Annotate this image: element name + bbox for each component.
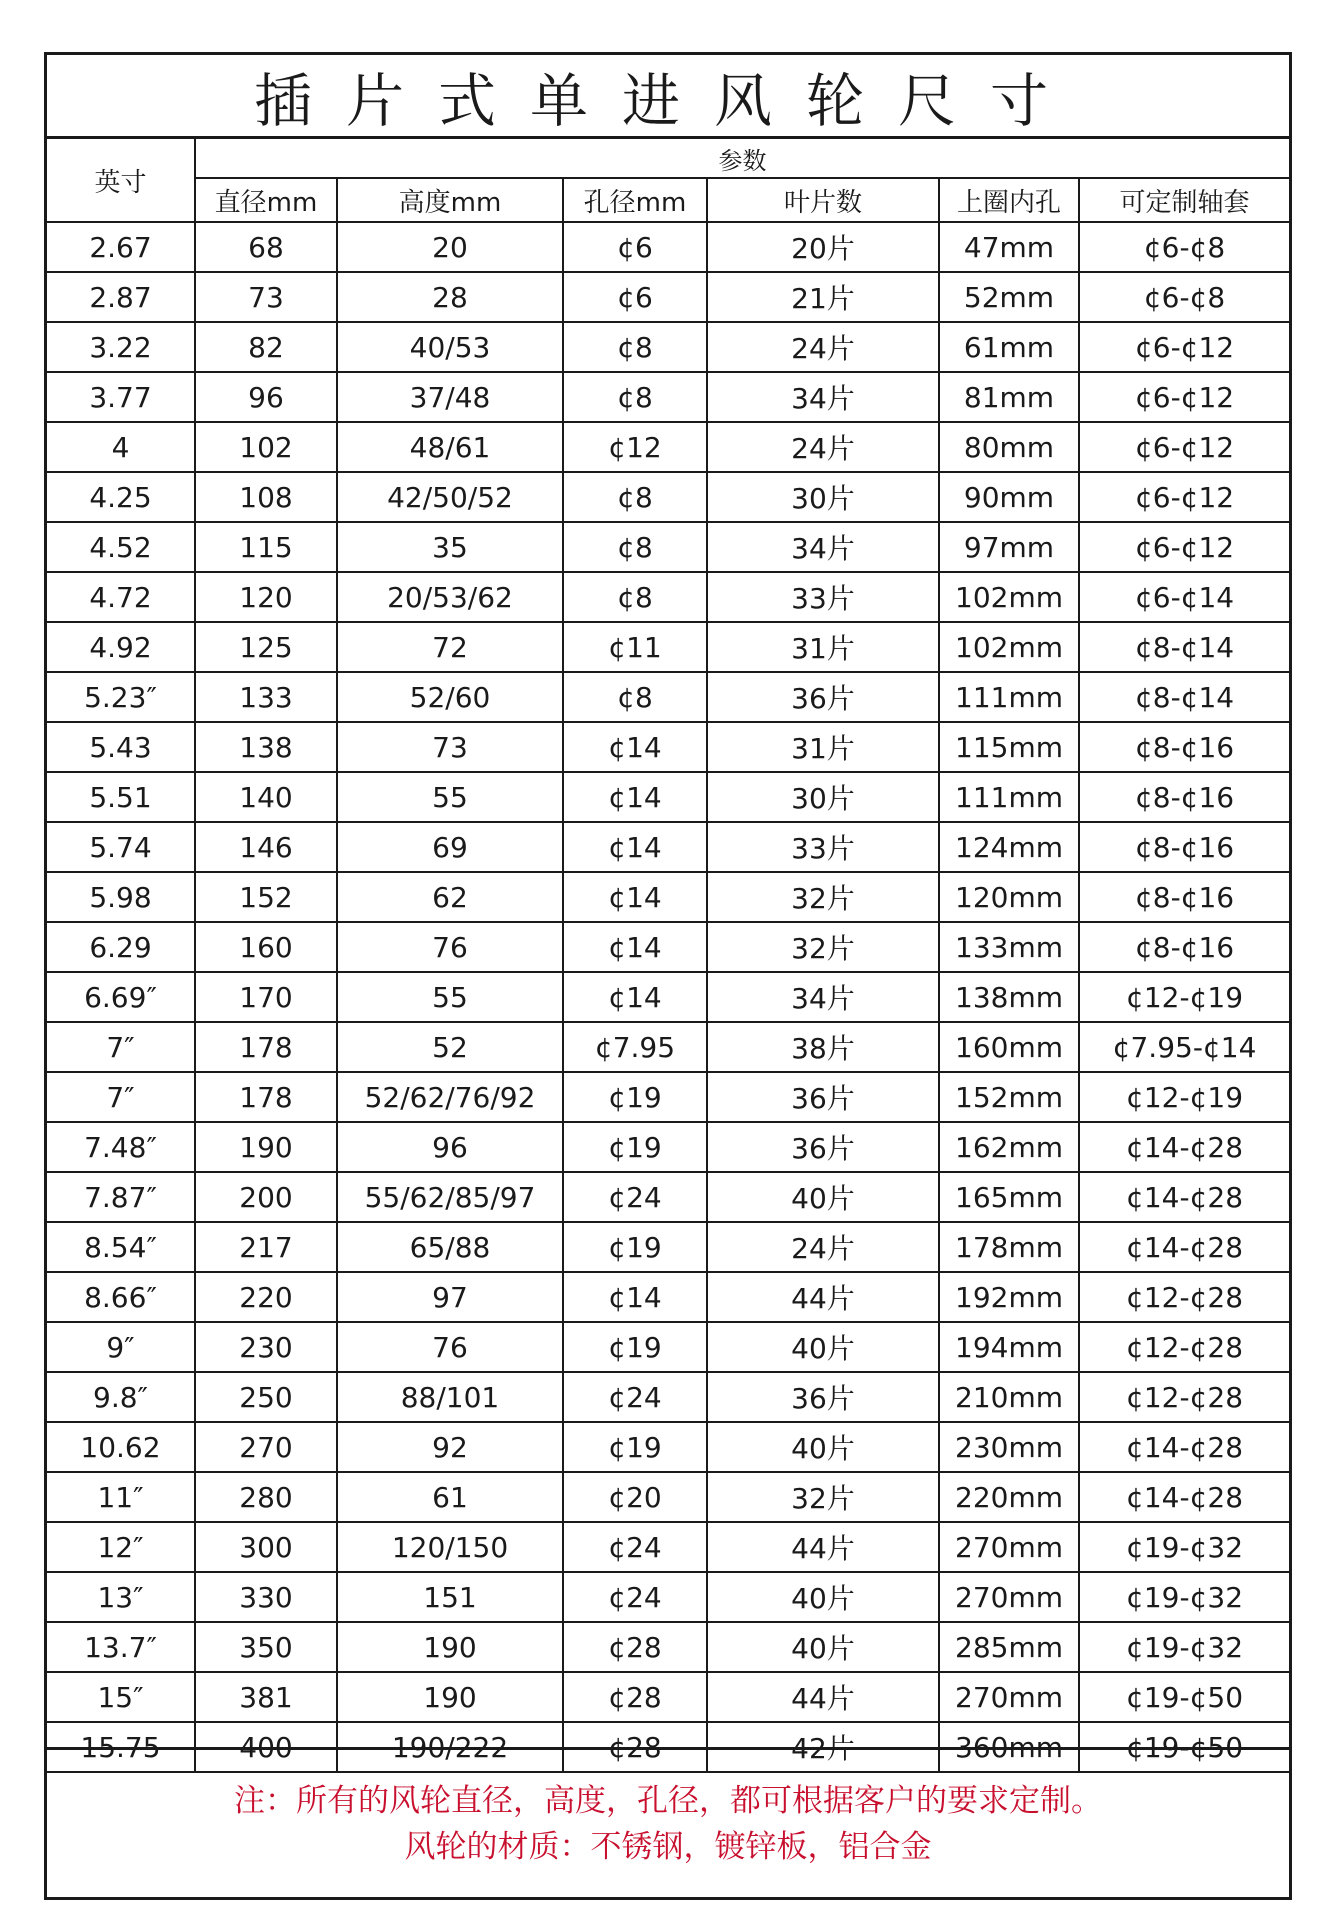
cell-custom-sleeve: ¢8-¢16 bbox=[1079, 722, 1289, 772]
cell-blade-count: 24片 bbox=[707, 322, 939, 372]
cell-blade-count: 44片 bbox=[707, 1522, 939, 1572]
cell-ring-inner-hole: 162mm bbox=[939, 1122, 1079, 1172]
header-blade-count: 叶片数 bbox=[707, 178, 939, 222]
table-row bbox=[47, 1372, 1289, 1422]
cell-diameter: 115 bbox=[195, 522, 337, 572]
cell-ring-inner-hole: 80mm bbox=[939, 422, 1079, 472]
cell-ring-inner-hole: 61mm bbox=[939, 322, 1079, 372]
cell-ring-inner-hole: 120mm bbox=[939, 872, 1079, 922]
cell-diameter: 230 bbox=[195, 1322, 337, 1372]
cell-ring-inner-hole: 111mm bbox=[939, 772, 1079, 822]
cell-bore: ¢24 bbox=[563, 1572, 707, 1622]
cell-blade-count: 30片 bbox=[707, 772, 939, 822]
header-diameter: 直径mm bbox=[195, 178, 337, 222]
cell-blade-count: 24片 bbox=[707, 422, 939, 472]
cell-height: 92 bbox=[337, 1422, 563, 1472]
table-row bbox=[47, 1572, 1289, 1622]
table-row bbox=[47, 1222, 1289, 1272]
cell-diameter: 250 bbox=[195, 1372, 337, 1422]
cell-custom-sleeve: ¢12-¢28 bbox=[1079, 1372, 1289, 1422]
cell-blade-count: 36片 bbox=[707, 1372, 939, 1422]
cell-diameter: 160 bbox=[195, 922, 337, 972]
cell-ring-inner-hole: 115mm bbox=[939, 722, 1079, 772]
cell-blade-count: 33片 bbox=[707, 822, 939, 872]
cell-blade-count: 38片 bbox=[707, 1022, 939, 1072]
cell-diameter: 152 bbox=[195, 872, 337, 922]
cell-bore: ¢24 bbox=[563, 1172, 707, 1222]
cell-custom-sleeve: ¢12-¢19 bbox=[1079, 1072, 1289, 1122]
table-row bbox=[47, 322, 1289, 372]
cell-height: 76 bbox=[337, 922, 563, 972]
cell-blade-count: 36片 bbox=[707, 1072, 939, 1122]
cell-height: 62 bbox=[337, 872, 563, 922]
cell-diameter: 140 bbox=[195, 772, 337, 822]
cell-ring-inner-hole: 52mm bbox=[939, 272, 1079, 322]
cell-blade-count: 20片 bbox=[707, 222, 939, 272]
cell-custom-sleeve: ¢6-¢12 bbox=[1079, 522, 1289, 572]
cell-ring-inner-hole: 102mm bbox=[939, 572, 1079, 622]
cell-bore: ¢28 bbox=[563, 1672, 707, 1722]
table-row bbox=[47, 1022, 1289, 1072]
cell-diameter: 200 bbox=[195, 1172, 337, 1222]
cell-bore: ¢24 bbox=[563, 1522, 707, 1572]
cell-height: 96 bbox=[337, 1122, 563, 1172]
cell-inch: 4.25 bbox=[47, 472, 195, 522]
cell-ring-inner-hole: 90mm bbox=[939, 472, 1079, 522]
cell-custom-sleeve: ¢14-¢28 bbox=[1079, 1172, 1289, 1222]
table-row bbox=[47, 272, 1289, 322]
cell-diameter: 300 bbox=[195, 1522, 337, 1572]
cell-blade-count: 36片 bbox=[707, 672, 939, 722]
cell-blade-count: 34片 bbox=[707, 972, 939, 1022]
cell-inch: 5.74 bbox=[47, 822, 195, 872]
cell-diameter: 220 bbox=[195, 1272, 337, 1322]
spec-sheet bbox=[44, 52, 1292, 1900]
cell-inch: 6.69″ bbox=[47, 972, 195, 1022]
cell-diameter: 102 bbox=[195, 422, 337, 472]
cell-diameter: 108 bbox=[195, 472, 337, 522]
cell-bore: ¢14 bbox=[563, 772, 707, 822]
cell-inch: 4.92 bbox=[47, 622, 195, 672]
cell-bore: ¢24 bbox=[563, 1372, 707, 1422]
table-row bbox=[47, 422, 1289, 472]
cell-height: 69 bbox=[337, 822, 563, 872]
cell-custom-sleeve: ¢6-¢8 bbox=[1079, 272, 1289, 322]
cell-blade-count: 40片 bbox=[707, 1172, 939, 1222]
cell-blade-count: 32片 bbox=[707, 1472, 939, 1522]
cell-inch: 9.8″ bbox=[47, 1372, 195, 1422]
table-row bbox=[47, 822, 1289, 872]
cell-custom-sleeve: ¢7.95-¢14 bbox=[1079, 1022, 1289, 1072]
cell-diameter: 400 bbox=[195, 1722, 337, 1772]
cell-blade-count: 44片 bbox=[707, 1272, 939, 1322]
cell-custom-sleeve: ¢19-¢50 bbox=[1079, 1722, 1289, 1772]
cell-height: 48/61 bbox=[337, 422, 563, 472]
cell-custom-sleeve: ¢6-¢12 bbox=[1079, 372, 1289, 422]
table-row bbox=[47, 1072, 1289, 1122]
cell-custom-sleeve: ¢12-¢19 bbox=[1079, 972, 1289, 1022]
cell-ring-inner-hole: 285mm bbox=[939, 1622, 1079, 1672]
cell-ring-inner-hole: 165mm bbox=[939, 1172, 1079, 1222]
note-line-2: 风轮的材质：不锈钢，镀锌板，铝合金 bbox=[404, 1828, 932, 1865]
cell-blade-count: 33片 bbox=[707, 572, 939, 622]
cell-inch: 7″ bbox=[47, 1022, 195, 1072]
cell-custom-sleeve: ¢14-¢28 bbox=[1079, 1122, 1289, 1172]
cell-bore: ¢6 bbox=[563, 272, 707, 322]
cell-bore: ¢28 bbox=[563, 1722, 707, 1772]
cell-diameter: 125 bbox=[195, 622, 337, 672]
cell-custom-sleeve: ¢8-¢16 bbox=[1079, 872, 1289, 922]
cell-height: 88/101 bbox=[337, 1372, 563, 1422]
table-row bbox=[47, 572, 1289, 622]
cell-custom-sleeve: ¢6-¢12 bbox=[1079, 472, 1289, 522]
cell-inch: 2.87 bbox=[47, 272, 195, 322]
table-row bbox=[47, 222, 1289, 272]
cell-ring-inner-hole: 192mm bbox=[939, 1272, 1079, 1322]
cell-height: 42/50/52 bbox=[337, 472, 563, 522]
cell-inch: 12″ bbox=[47, 1522, 195, 1572]
cell-bore: ¢14 bbox=[563, 872, 707, 922]
cell-diameter: 381 bbox=[195, 1672, 337, 1722]
cell-ring-inner-hole: 194mm bbox=[939, 1322, 1079, 1372]
note-box bbox=[47, 1747, 1289, 1897]
cell-inch: 10.62 bbox=[47, 1422, 195, 1472]
cell-custom-sleeve: ¢6-¢12 bbox=[1079, 422, 1289, 472]
table-body bbox=[47, 222, 1289, 1772]
cell-height: 52/60 bbox=[337, 672, 563, 722]
cell-blade-count: 44片 bbox=[707, 1672, 939, 1722]
cell-custom-sleeve: ¢8-¢14 bbox=[1079, 622, 1289, 672]
cell-bore: ¢7.95 bbox=[563, 1022, 707, 1072]
cell-inch: 4.72 bbox=[47, 572, 195, 622]
cell-inch: 13″ bbox=[47, 1572, 195, 1622]
cell-inch: 3.22 bbox=[47, 322, 195, 372]
cell-bore: ¢8 bbox=[563, 672, 707, 722]
cell-ring-inner-hole: 81mm bbox=[939, 372, 1079, 422]
cell-inch: 6.29 bbox=[47, 922, 195, 972]
cell-inch: 8.54″ bbox=[47, 1222, 195, 1272]
cell-diameter: 350 bbox=[195, 1622, 337, 1672]
cell-bore: ¢19 bbox=[563, 1222, 707, 1272]
cell-custom-sleeve: ¢8-¢14 bbox=[1079, 672, 1289, 722]
cell-height: 76 bbox=[337, 1322, 563, 1372]
table-row bbox=[47, 472, 1289, 522]
cell-custom-sleeve: ¢12-¢28 bbox=[1079, 1272, 1289, 1322]
cell-diameter: 133 bbox=[195, 672, 337, 722]
cell-height: 73 bbox=[337, 722, 563, 772]
table-row bbox=[47, 722, 1289, 772]
cell-height: 35 bbox=[337, 522, 563, 572]
cell-height: 55/62/85/97 bbox=[337, 1172, 563, 1222]
cell-ring-inner-hole: 124mm bbox=[939, 822, 1079, 872]
cell-inch: 5.98 bbox=[47, 872, 195, 922]
cell-custom-sleeve: ¢14-¢28 bbox=[1079, 1222, 1289, 1272]
table-row bbox=[47, 1672, 1289, 1722]
table-row bbox=[47, 1422, 1289, 1472]
cell-blade-count: 40片 bbox=[707, 1322, 939, 1372]
table-row bbox=[47, 1472, 1289, 1522]
cell-custom-sleeve: ¢8-¢16 bbox=[1079, 772, 1289, 822]
cell-custom-sleeve: ¢8-¢16 bbox=[1079, 922, 1289, 972]
cell-custom-sleeve: ¢12-¢28 bbox=[1079, 1322, 1289, 1372]
cell-diameter: 330 bbox=[195, 1572, 337, 1622]
cell-height: 61 bbox=[337, 1472, 563, 1522]
cell-bore: ¢8 bbox=[563, 322, 707, 372]
cell-height: 190 bbox=[337, 1622, 563, 1672]
note-line-1: 注：所有的风轮直径，高度，孔径，都可根据客户的要求定制。 bbox=[234, 1782, 1102, 1819]
cell-diameter: 217 bbox=[195, 1222, 337, 1272]
cell-custom-sleeve: ¢6-¢14 bbox=[1079, 572, 1289, 622]
cell-diameter: 138 bbox=[195, 722, 337, 772]
cell-blade-count: 30片 bbox=[707, 472, 939, 522]
cell-ring-inner-hole: 133mm bbox=[939, 922, 1079, 972]
cell-diameter: 120 bbox=[195, 572, 337, 622]
cell-inch: 7.48″ bbox=[47, 1122, 195, 1172]
cell-ring-inner-hole: 111mm bbox=[939, 672, 1079, 722]
cell-diameter: 280 bbox=[195, 1472, 337, 1522]
cell-inch: 7.87″ bbox=[47, 1172, 195, 1222]
cell-bore: ¢8 bbox=[563, 472, 707, 522]
cell-height: 28 bbox=[337, 272, 563, 322]
cell-blade-count: 40片 bbox=[707, 1572, 939, 1622]
cell-blade-count: 34片 bbox=[707, 522, 939, 572]
table-row bbox=[47, 672, 1289, 722]
header-inch: 英寸 bbox=[47, 139, 195, 222]
cell-bore: ¢19 bbox=[563, 1422, 707, 1472]
cell-bore: ¢20 bbox=[563, 1472, 707, 1522]
cell-inch: 5.23″ bbox=[47, 672, 195, 722]
cell-bore: ¢12 bbox=[563, 422, 707, 472]
cell-inch: 9″ bbox=[47, 1322, 195, 1372]
cell-diameter: 178 bbox=[195, 1072, 337, 1122]
cell-diameter: 190 bbox=[195, 1122, 337, 1172]
cell-diameter: 82 bbox=[195, 322, 337, 372]
cell-height: 65/88 bbox=[337, 1222, 563, 1272]
cell-blade-count: 31片 bbox=[707, 722, 939, 772]
cell-ring-inner-hole: 47mm bbox=[939, 222, 1079, 272]
cell-bore: ¢19 bbox=[563, 1072, 707, 1122]
cell-height: 55 bbox=[337, 772, 563, 822]
cell-diameter: 146 bbox=[195, 822, 337, 872]
cell-ring-inner-hole: 138mm bbox=[939, 972, 1079, 1022]
cell-blade-count: 40片 bbox=[707, 1622, 939, 1672]
cell-inch: 3.77 bbox=[47, 372, 195, 422]
table-row bbox=[47, 1522, 1289, 1572]
cell-custom-sleeve: ¢14-¢28 bbox=[1079, 1472, 1289, 1522]
cell-bore: ¢19 bbox=[563, 1322, 707, 1372]
cell-diameter: 178 bbox=[195, 1022, 337, 1072]
cell-inch: 2.67 bbox=[47, 222, 195, 272]
page-title: 插片式单进风轮尺寸 bbox=[47, 55, 1289, 139]
cell-ring-inner-hole: 160mm bbox=[939, 1022, 1079, 1072]
cell-blade-count: 40片 bbox=[707, 1422, 939, 1472]
cell-bore: ¢8 bbox=[563, 372, 707, 422]
cell-bore: ¢11 bbox=[563, 622, 707, 672]
cell-blade-count: 21片 bbox=[707, 272, 939, 322]
cell-bore: ¢14 bbox=[563, 822, 707, 872]
cell-ring-inner-hole: 210mm bbox=[939, 1372, 1079, 1422]
cell-custom-sleeve: ¢19-¢50 bbox=[1079, 1672, 1289, 1722]
cell-inch: 13.7″ bbox=[47, 1622, 195, 1672]
cell-diameter: 170 bbox=[195, 972, 337, 1022]
cell-ring-inner-hole: 360mm bbox=[939, 1722, 1079, 1772]
header-height: 高度mm bbox=[337, 178, 563, 222]
table-row bbox=[47, 922, 1289, 972]
table-row bbox=[47, 972, 1289, 1022]
cell-blade-count: 42片 bbox=[707, 1722, 939, 1772]
table-header bbox=[47, 139, 1289, 222]
cell-ring-inner-hole: 178mm bbox=[939, 1222, 1079, 1272]
cell-height: 190/222 bbox=[337, 1722, 563, 1772]
cell-ring-inner-hole: 270mm bbox=[939, 1672, 1079, 1722]
cell-bore: ¢8 bbox=[563, 572, 707, 622]
cell-ring-inner-hole: 270mm bbox=[939, 1522, 1079, 1572]
table-row bbox=[47, 522, 1289, 572]
cell-custom-sleeve: ¢6-¢12 bbox=[1079, 322, 1289, 372]
table-row bbox=[47, 1122, 1289, 1172]
cell-ring-inner-hole: 152mm bbox=[939, 1072, 1079, 1122]
cell-height: 20/53/62 bbox=[337, 572, 563, 622]
table-row bbox=[47, 872, 1289, 922]
cell-bore: ¢14 bbox=[563, 922, 707, 972]
table-row bbox=[47, 372, 1289, 422]
cell-ring-inner-hole: 97mm bbox=[939, 522, 1079, 572]
cell-bore: ¢19 bbox=[563, 1122, 707, 1172]
cell-height: 37/48 bbox=[337, 372, 563, 422]
cell-diameter: 270 bbox=[195, 1422, 337, 1472]
cell-inch: 5.43 bbox=[47, 722, 195, 772]
cell-inch: 15″ bbox=[47, 1672, 195, 1722]
cell-diameter: 68 bbox=[195, 222, 337, 272]
cell-custom-sleeve: ¢19-¢32 bbox=[1079, 1522, 1289, 1572]
cell-height: 151 bbox=[337, 1572, 563, 1622]
cell-diameter: 96 bbox=[195, 372, 337, 422]
cell-inch: 11″ bbox=[47, 1472, 195, 1522]
cell-custom-sleeve: ¢6-¢8 bbox=[1079, 222, 1289, 272]
cell-blade-count: 31片 bbox=[707, 622, 939, 672]
header-bore: 孔径mm bbox=[563, 178, 707, 222]
cell-height: 120/150 bbox=[337, 1522, 563, 1572]
cell-diameter: 73 bbox=[195, 272, 337, 322]
cell-height: 52/62/76/92 bbox=[337, 1072, 563, 1122]
table-row bbox=[47, 1622, 1289, 1672]
cell-bore: ¢14 bbox=[563, 972, 707, 1022]
cell-inch: 4.52 bbox=[47, 522, 195, 572]
cell-inch: 15.75 bbox=[47, 1722, 195, 1772]
cell-blade-count: 32片 bbox=[707, 922, 939, 972]
cell-inch: 8.66″ bbox=[47, 1272, 195, 1322]
cell-height: 190 bbox=[337, 1672, 563, 1722]
cell-ring-inner-hole: 220mm bbox=[939, 1472, 1079, 1522]
cell-ring-inner-hole: 230mm bbox=[939, 1422, 1079, 1472]
cell-bore: ¢14 bbox=[563, 1272, 707, 1322]
cell-inch: 7″ bbox=[47, 1072, 195, 1122]
spec-table bbox=[47, 139, 1289, 1773]
cell-height: 72 bbox=[337, 622, 563, 672]
cell-height: 55 bbox=[337, 972, 563, 1022]
cell-blade-count: 36片 bbox=[707, 1122, 939, 1172]
header-custom-sleeve: 可定制轴套 bbox=[1079, 178, 1289, 222]
cell-bore: ¢14 bbox=[563, 722, 707, 772]
header-ring-inner-hole: 上圈内孔 bbox=[939, 178, 1079, 222]
table-row bbox=[47, 1322, 1289, 1372]
cell-custom-sleeve: ¢14-¢28 bbox=[1079, 1422, 1289, 1472]
cell-custom-sleeve: ¢19-¢32 bbox=[1079, 1572, 1289, 1622]
cell-custom-sleeve: ¢8-¢16 bbox=[1079, 822, 1289, 872]
table-row bbox=[47, 1272, 1289, 1322]
cell-blade-count: 24片 bbox=[707, 1222, 939, 1272]
cell-bore: ¢6 bbox=[563, 222, 707, 272]
cell-height: 97 bbox=[337, 1272, 563, 1322]
cell-height: 52 bbox=[337, 1022, 563, 1072]
cell-ring-inner-hole: 270mm bbox=[939, 1572, 1079, 1622]
table-row bbox=[47, 1172, 1289, 1222]
cell-custom-sleeve: ¢19-¢32 bbox=[1079, 1622, 1289, 1672]
cell-height: 40/53 bbox=[337, 322, 563, 372]
cell-inch: 5.51 bbox=[47, 772, 195, 822]
cell-bore: ¢8 bbox=[563, 522, 707, 572]
cell-ring-inner-hole: 102mm bbox=[939, 622, 1079, 672]
cell-blade-count: 34片 bbox=[707, 372, 939, 422]
cell-inch: 4 bbox=[47, 422, 195, 472]
cell-height: 20 bbox=[337, 222, 563, 272]
header-group: 参数 bbox=[195, 139, 1289, 178]
table-row bbox=[47, 622, 1289, 672]
cell-blade-count: 32片 bbox=[707, 872, 939, 922]
table-row bbox=[47, 772, 1289, 822]
cell-bore: ¢28 bbox=[563, 1622, 707, 1672]
